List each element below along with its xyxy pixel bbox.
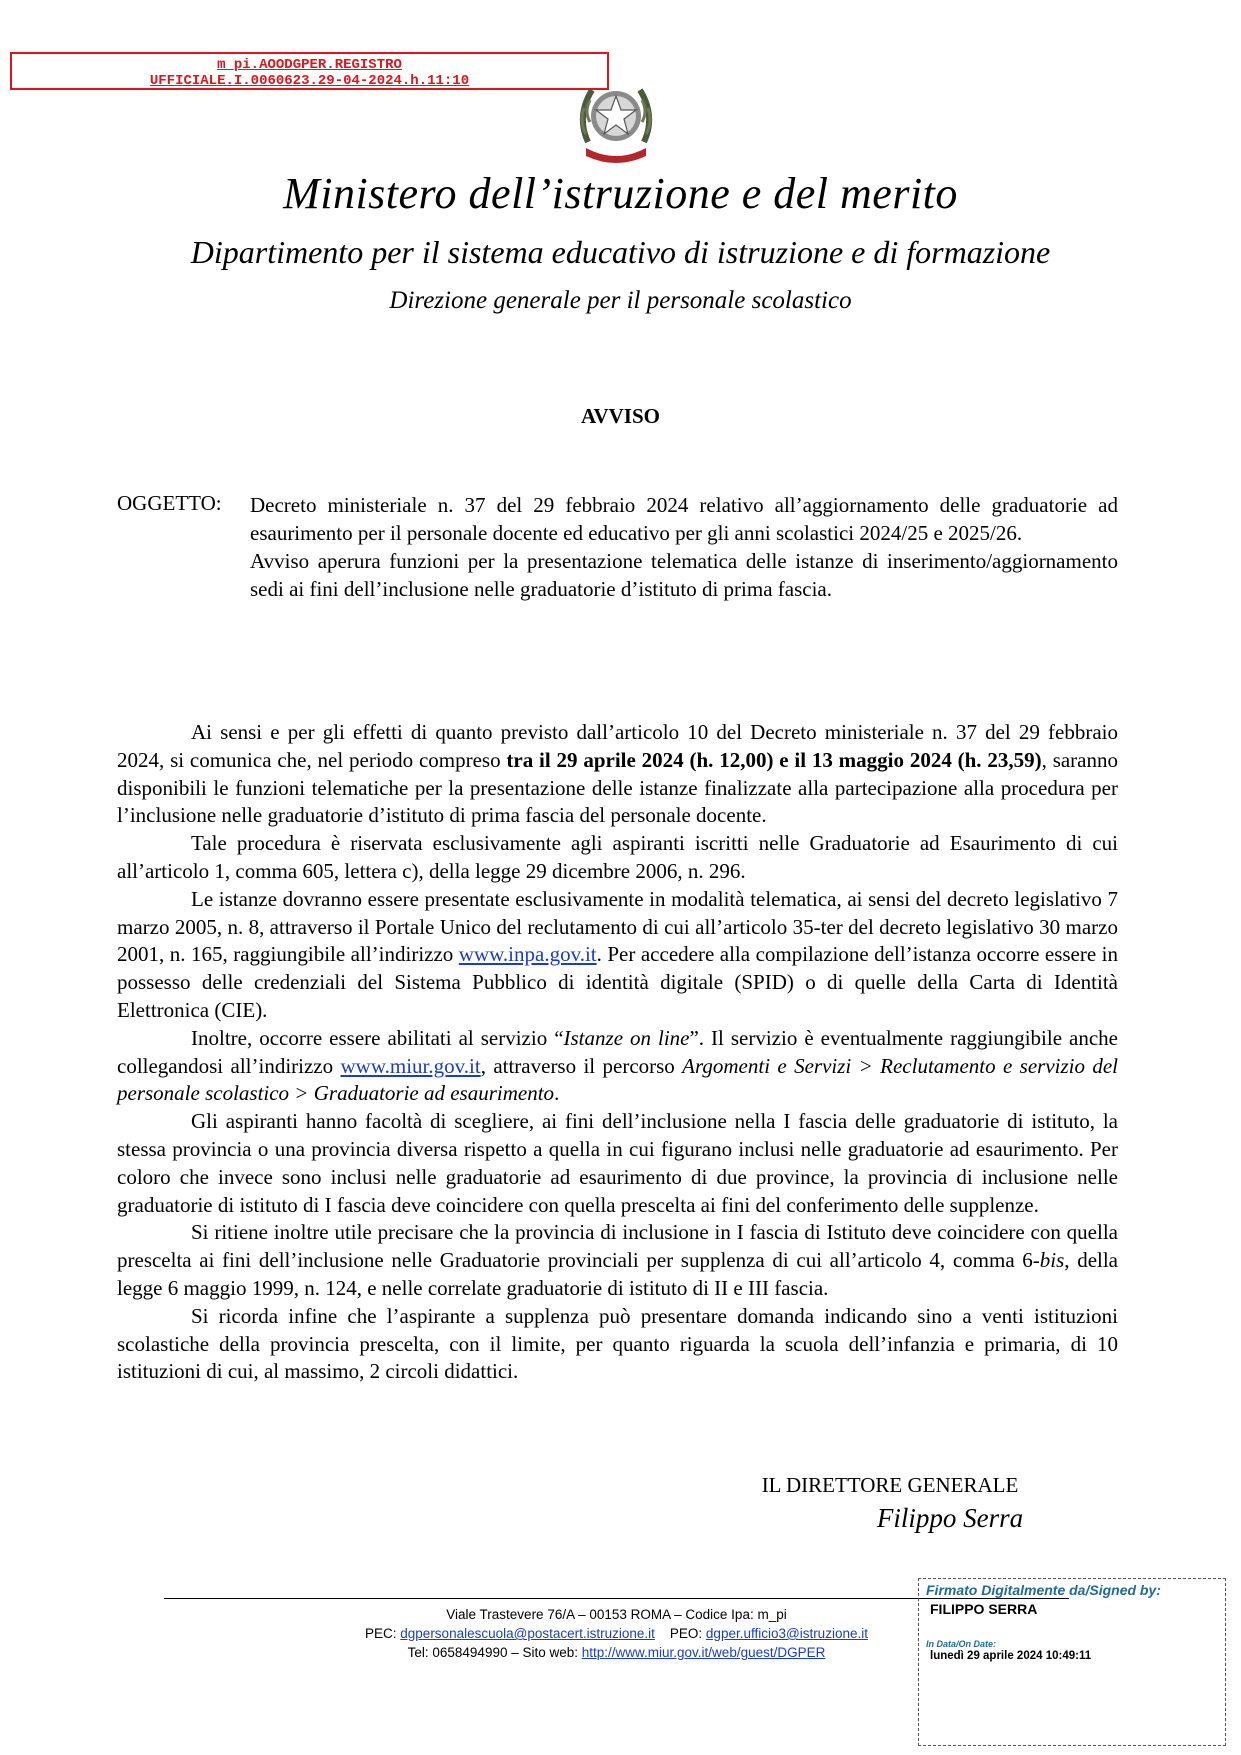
protocol-stamp-line2: UFFICIALE.I.0060623.29-04-2024.h.11:10	[149, 73, 470, 89]
repubblica-italiana-emblem-icon	[574, 76, 658, 164]
digital-signature-box	[918, 1578, 1226, 1746]
protocol-stamp-line1: m_pi.AOODGPER.REGISTRO	[217, 57, 402, 73]
body-paragraph-3	[117, 886, 1118, 1025]
department-heading: Dipartimento per il sistema educativo di istruzione e di formazione	[190, 234, 1051, 270]
body-text-span: Ai sensi e per gli effetti di quanto previsto dall’articolo 10 del Decreto ministeriale n. 37 del 29 febbraio 2024, si comunica che, nel periodo compreso	[117, 720, 1118, 772]
signed-date: lunedì 29 aprile 2024 10:49:11	[930, 1650, 1092, 1662]
body-text-span: Le istanze dovranno essere presentate esclusivamente in modalità telematica, ai sensi del decreto legislativo 7 marzo 2005, n. 8, attraverso il Portale Unico del reclutamento di cui all’articolo 35-ter del decreto legislativo 30 marzo 2001, n. 165, raggiungibile all’indirizzo	[117, 886, 1118, 967]
ministry-heading: Ministero dell’istruzione e del merito	[283, 169, 958, 218]
pec-label: PEC:	[365, 1626, 401, 1641]
body-text-span: Si ritiene inoltre utile precisare che la provincia di inclusione in I fascia di Istituto deve coincidere con quella prescelta ai fini dell’inclusione nelle Graduatorie provinciali per supplenza di cui all’articolo 4, comma 6-	[117, 1220, 1118, 1273]
body-paragraph-7: Si ricorda infine che l’aspirante a supplenza può presentare domanda indicando sino a venti istituzioni scolastiche della provincia prescelta, con il limite, per quanto riguarda la scuola dell’infanzia e primaria, di 10 istituzioni di cui, al massimo, 2 circoli didattici.	[117, 1303, 1118, 1384]
body-text-span: . Per accedere alla compilazione dell’istanza occorre essere in possesso delle credenziali del Sistema Pubblico di identità digitale (SPID) o di quelle della Carta di Identità Elettronica (CIE).	[117, 942, 1119, 1022]
direction-heading: Direzione generale per il personale scolastico	[389, 287, 852, 314]
body-text-span: Inoltre, occorre essere abilitati al servizio “	[191, 1025, 564, 1050]
service-name-italic: Istanze on line	[563, 1025, 690, 1050]
bis-italic: bis	[1039, 1248, 1065, 1273]
date-range-bold: tra il 29 aprile 2024 (h. 12,00) e il 13 maggio 2024 (h. 23,59)	[506, 747, 1042, 772]
body-text-span: .	[554, 1081, 560, 1106]
peo-label: PEO:	[669, 1626, 706, 1641]
oggetto-text	[250, 491, 1118, 603]
oggetto-paragraph-2: Avviso aperura funzioni per la presentazione telematica delle istanze di inserimento/aggiornamento sedi ai fini dell’inclusione nelle graduatorie d’istituto di prima fascia.	[250, 549, 1118, 601]
inpa-link[interactable]: www.inpa.gov.it	[458, 942, 597, 967]
director-signature: Filippo Serra	[876, 1503, 1024, 1533]
oggetto-paragraph-1: Decreto ministeriale n. 37 del 29 febbraio 2024 relativo all’aggiornamento delle graduatorie ad esaurimento per il personale docente ed educativo per gli anni scolastici 2024/25 e 2025/26.	[250, 493, 1118, 545]
body-paragraph-5: Gli aspiranti hanno facoltà di scegliere, ai fini dell’inclusione nella I fascia delle graduatorie di istituto, la stessa provincia o una provincia diversa rispetto a quella in cui figurano inclusi nelle graduatorie ad esaurimento. Per coloro che invece sono inclusi nelle graduatorie ad esaurimento di due province, la provincia di inclusione nelle graduatorie di istituto di I fascia deve coincidere con quella prescelta ai fini del conferimento delle supplenze.	[117, 1109, 1118, 1217]
director-role: IL DIRETTORE GENERALE	[761, 1473, 1019, 1497]
signed-by-label: Firmato Digitalmente da/Signed by:	[926, 1582, 1161, 1598]
body-text-span: , saranno disponibili le funzioni telematiche per la presentazione delle istanze finalizzate alla partecipazione alla procedura per l’inclusione nelle graduatorie d’istituto di prima fascia del personale docente.	[117, 747, 1118, 828]
document-title: AVVISO	[581, 404, 660, 428]
signed-date-label: In Data/On Date:	[926, 1639, 997, 1649]
oggetto-label: OGGETTO:	[117, 491, 222, 515]
body-text-span: , della legge 6 maggio 1999, n. 124, e nelle correlate graduatorie di istituto di II e III fascia.	[117, 1248, 1119, 1300]
footer-address: Viale Trastevere 76/A – 00153 ROMA – Codice Ipa: m_pi	[446, 1607, 787, 1622]
signer-name: FILIPPO SERRA	[930, 1601, 1038, 1617]
body-paragraph-2: Tale procedura è riservata esclusivamente agli aspiranti iscritti nelle Graduatorie ad Esaurimento di cui all’articolo 1, comma 605, lettera c), della legge 29 dicembre 2006, n. 296.	[117, 831, 1118, 883]
protocol-stamp	[10, 52, 609, 90]
body-text-span: ”. Il servizio è eventualmente raggiungibile anche collegandosi all’indirizzo	[117, 1025, 1118, 1078]
body-paragraph-1	[117, 719, 1118, 830]
navigation-path-italic: Argomenti e Servizi > Reclutamento e servizio del personale scolastico > Graduatorie ad esaurimento	[117, 1053, 1118, 1106]
miur-link[interactable]: www.miur.gov.it	[340, 1053, 481, 1078]
peo-email-link[interactable]: dgper.ufficio3@istruzione.it	[705, 1626, 868, 1641]
website-link[interactable]: http://www.miur.gov.it/web/guest/DGPER	[581, 1645, 826, 1660]
body-text-span: , attraverso il percorso	[480, 1053, 683, 1078]
body-paragraph-6	[117, 1219, 1118, 1302]
footer-phone: Tel: 0658494990 – Sito web:	[407, 1645, 582, 1660]
pec-email-link[interactable]: dgpersonalescuola@postacert.istruzione.it	[400, 1626, 655, 1641]
document-body	[117, 719, 1118, 1386]
body-paragraph-4	[117, 1025, 1118, 1108]
